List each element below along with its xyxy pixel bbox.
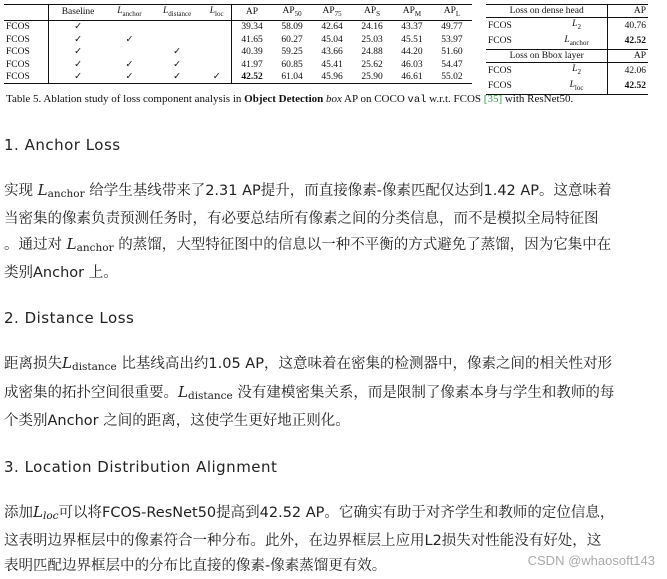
cell-check-distance: ✓ [173,47,182,58]
cell-method: FCOS [4,46,49,58]
side-section1-ap-header: AP [633,6,646,16]
col-ap: AP [245,7,259,18]
cell-ap: 39.34 [241,22,263,33]
loss-comparison-table [486,4,648,95]
table-row [4,46,472,58]
side-cell-loss: $L_2$ [546,63,608,79]
cell-check-baseline: ✓ [74,22,83,33]
cell-check-loc [202,21,231,34]
col-method [4,5,49,21]
ablation-table [4,4,472,84]
cell-ap50: 59.25 [281,47,303,58]
cell-check-distance [152,34,203,46]
text-run: 距离损失 [4,356,62,372]
cell-check-loc [202,34,231,46]
cell-ap75: 45.96 [321,71,343,82]
cell-ap50: 60.27 [281,34,303,45]
cell-method: FCOS [4,21,49,34]
math-base: L [178,383,188,401]
table-row [4,34,472,46]
table-row [486,18,648,34]
cell-check-distance [152,21,203,34]
section-heading-anchor-loss: 1. Anchor Loss [4,136,121,154]
cell-aps: 25.62 [361,59,383,70]
side-section1-header: Loss on dense head [486,5,608,18]
paragraph-line [4,500,666,529]
cell-aps: 25.90 [361,71,383,82]
text-run: 给学生基线带来了2.31 AP提升，而直接像素-像素匹配仅达到1.42 AP。这意味着 [84,183,612,199]
col-ap50: $AP_{50}$ [282,6,302,18]
caption-strong: Object Detection [244,93,324,105]
cell-apl: 55.02 [441,71,463,82]
col-baseline: Baseline [61,7,95,18]
cell-apl: 54.47 [441,59,463,70]
math-subscript: loc [42,510,59,522]
paragraph-line [4,529,666,554]
col-l-distance: $L_{distance}$ [162,6,192,18]
cell-apm: 46.61 [401,71,423,82]
text-run: 成密集的拓扑空间很重要。 [4,385,178,401]
side-cell-ap: 40.76 [624,20,646,31]
cell-ap75: 43.66 [321,47,343,58]
side-cell-method: FCOS [488,81,512,92]
text-run: 比基线高出约1.05 AP，这意味着在密集的检测器中，像素之间的相关性对形 [116,356,612,372]
cell-apm: 44.20 [401,47,423,58]
paragraph-line [4,207,666,232]
cell-aps: 24.88 [361,47,383,58]
ablation-table-body [4,21,472,84]
cell-apl: 53.97 [441,34,463,45]
math-symbol [38,181,85,199]
paragraph-line [4,380,666,409]
paragraph-line [4,409,666,434]
side-cell-loss: $L_{loc}$ [546,79,608,95]
cell-ap: 42.52 [241,71,263,82]
watermark: CSDN @whaosoft143 [527,553,655,568]
table-row [486,63,648,79]
side-cell-ap: 42.52 [624,81,646,92]
cell-aps: 24.16 [361,22,383,33]
cell-ap75: 42.64 [321,22,343,33]
cell-check-loc [202,46,231,58]
math-subscript: anchor [47,188,85,200]
section-paragraph-anchor-loss [4,178,666,286]
cell-check-loc [202,59,231,71]
cell-check-baseline: ✓ [74,34,83,45]
table-header-row [4,5,472,21]
cell-ap: 41.97 [241,59,263,70]
cell-check-baseline: ✓ [74,71,83,82]
cell-apm: 46.03 [401,59,423,70]
caption-prefix: Table 5. Ablation study of loss component analysis in [6,93,245,105]
table-row [4,21,472,34]
cell-check-baseline: ✓ [74,59,83,70]
math-symbol [178,383,233,401]
paragraph-line [4,351,666,380]
cell-apm: 45.51 [401,34,423,45]
math-symbol [62,354,117,372]
side-section1-header-row [486,5,648,18]
side-cell-ap: 42.06 [624,65,646,76]
cell-ap50: 58.09 [281,22,303,33]
paragraph-line [4,261,666,286]
math-base: L [66,235,77,253]
side-section2-ap-header: AP [633,51,646,61]
cell-check-anchor: ✓ [125,59,134,70]
cell-check-distance: ✓ [173,59,182,70]
cell-ap: 40.39 [241,47,263,58]
math-subscript: anchor [76,242,114,254]
cell-apl: 51.60 [441,47,463,58]
math-subscript: distance [187,390,233,402]
caption-mono: val [407,94,427,106]
text-run: 没有建模密集关系，而是限制了像素本身与学生和教师的每 [232,385,615,401]
cell-apl: 49.77 [441,22,463,33]
text-run: 实现 [4,183,38,199]
side-cell-method: FCOS [488,36,512,47]
cell-aps: 25.03 [361,34,383,45]
text-run: 的蒸馏，大型特征图中的信息以一种不平衡的方式避免了蒸馏，因为它集中在 [113,237,612,253]
text-run: 这表明边界框层中的像素符合一种分布。此外，在边界框层上应用L2损失对性能没有好处，这 [4,533,602,549]
text-run: 类别Anchor 上。 [4,265,118,281]
cell-check-anchor [107,46,152,58]
section-heading-distance-loss: 2. Distance Loss [4,309,135,327]
caption-after-mono: w.r.t. FCOS [426,93,484,105]
cell-check-anchor: ✓ [125,71,134,82]
cell-check-anchor [107,21,152,34]
cell-method: FCOS [4,34,49,46]
text-run: 。通过对 [4,237,67,253]
paragraph-line [4,232,666,261]
cell-apm: 43.37 [401,22,423,33]
side-section2-header-row [486,50,648,63]
caption-ref-link[interactable]: [35] [483,93,503,105]
caption-middle: AP on COCO [341,93,408,105]
cell-check-loc: ✓ [202,71,231,84]
section-paragraph-distance-loss [4,351,666,434]
side-cell-method: FCOS [488,20,512,31]
col-aps: $AP_S$ [363,6,381,18]
cell-ap50: 60.85 [281,59,303,70]
cell-check-anchor: ✓ [125,34,134,45]
cell-check-distance: ✓ [173,71,182,82]
math-base: L [37,181,48,199]
section-heading-location-alignment: 3. Location Distribution Alignment [4,458,278,476]
text-run: 表明匹配边界框层中的分布比直接的像素-像素蒸馏更有效。 [4,558,387,574]
math-base: L [62,354,72,372]
side-cell-loss: $L_{anchor}$ [546,34,608,50]
caption-suffix: with ResNet50. [502,93,574,105]
table-row [486,34,648,50]
paragraph-line [4,178,666,207]
side-cell-method: FCOS [488,65,512,76]
side-cell-ap: 42.52 [624,36,646,47]
col-l-loc: $L_{loc}$ [202,5,231,21]
cell-ap75: 45.04 [321,34,343,45]
text-run: 添加 [4,505,33,521]
math-base: L [33,503,43,521]
math-symbol [67,235,114,253]
cell-ap: 41.65 [241,34,263,45]
cell-ap75: 45.41 [321,59,343,70]
caption-em: box [323,93,342,105]
cell-method: FCOS [4,71,49,84]
col-apm: $AP_M$ [402,6,422,18]
table-row [4,71,472,84]
table-row [4,59,472,71]
col-l-anchor: $L_{anchor}$ [117,6,142,18]
cell-method: FCOS [4,59,49,71]
col-apl: $AP_L$ [443,6,461,18]
table-caption [6,93,666,106]
cell-ap50: 61.04 [281,71,303,82]
text-run: 可以将FCOS-ResNet50提高到42.52 AP。它确实有助于对齐学生和教师的定位信息， [58,505,615,521]
side-section2-header: Loss on Bbox layer [486,50,608,63]
math-subscript: distance [71,361,117,373]
math-symbol [33,503,59,521]
col-ap75: $AP_{75}$ [322,6,342,18]
text-run: 当密集的像素负责预测任务时，有必要总结所有像素之间的分类信息，而不是模拟全局特征图 [4,211,599,227]
side-cell-loss: $L_2$ [546,18,608,34]
cell-check-baseline: ✓ [74,47,83,58]
text-run: 个类别Anchor 之间的距离，这使学生更好地正则化。 [4,413,350,429]
